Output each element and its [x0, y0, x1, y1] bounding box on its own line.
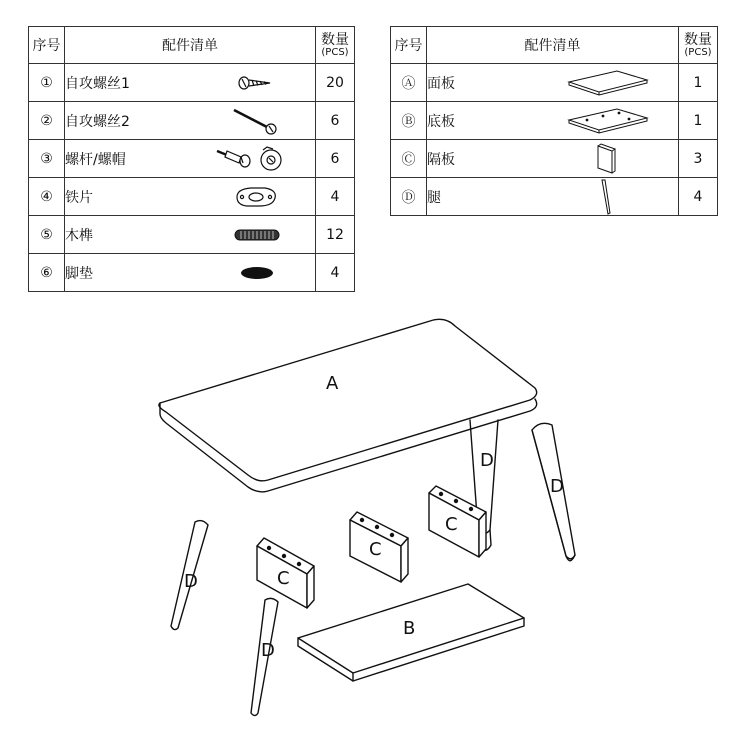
- table-row: [29, 64, 355, 102]
- divider-label: C: [277, 568, 290, 589]
- part-name-cell: [427, 178, 679, 216]
- row-number: Ⓓ: [391, 178, 427, 216]
- divider-panel-c-middle: [350, 512, 408, 582]
- row-number: Ⓒ: [391, 140, 427, 178]
- leg-label: D: [184, 571, 198, 592]
- part-name: 木榫: [65, 227, 93, 244]
- part-quantity: 4: [679, 178, 718, 216]
- table-row: [391, 102, 718, 140]
- part-name: 螺杆/螺帽: [65, 151, 126, 168]
- divider-label: C: [369, 539, 382, 560]
- part-name-cell: [65, 254, 316, 292]
- panel-parts-table: [390, 26, 718, 216]
- qty-header-label: 数量: [321, 31, 349, 48]
- row-number: Ⓐ: [391, 64, 427, 102]
- column-header-no: 序号: [391, 27, 427, 64]
- part-name: 自攻螺丝1: [65, 75, 130, 92]
- short-screw-icon: [237, 73, 277, 93]
- leg-back-left: [171, 521, 208, 630]
- part-name: 面板: [427, 75, 455, 92]
- leg-front-left: [251, 598, 278, 715]
- part-name-cell: [65, 102, 316, 140]
- leg-label: D: [480, 450, 494, 471]
- row-number: ⑥: [29, 254, 65, 292]
- column-header-no: 序号: [29, 27, 65, 64]
- bottom-panel-icon: [567, 106, 649, 136]
- row-number: ②: [29, 102, 65, 140]
- table-row: [29, 178, 355, 216]
- divider-panel-c-left: [257, 538, 314, 608]
- table-header-row: [391, 27, 718, 64]
- qty-unit-label: (PCS): [321, 46, 349, 58]
- top-panel-icon: [567, 68, 649, 98]
- column-header-name: 配件清单: [427, 27, 679, 64]
- part-quantity: 4: [316, 254, 355, 292]
- part-quantity: 12: [316, 216, 355, 254]
- row-number: ①: [29, 64, 65, 102]
- part-name: 底板: [427, 113, 455, 130]
- part-quantity: 1: [679, 102, 718, 140]
- foot-pad-icon: [239, 265, 275, 281]
- row-number: Ⓑ: [391, 102, 427, 140]
- table-row: [29, 140, 355, 178]
- part-name-cell: [65, 140, 316, 178]
- leg-icon: [599, 178, 613, 216]
- qty-header-label: 数量: [684, 31, 712, 48]
- part-name-cell: [65, 216, 316, 254]
- divider-panel-icon: [595, 142, 619, 176]
- part-name-cell: [427, 64, 679, 102]
- table-row: [391, 178, 718, 216]
- part-quantity: 20: [316, 64, 355, 102]
- long-screw-icon: [231, 107, 281, 135]
- column-header-qty: [316, 27, 355, 64]
- part-name-cell: [427, 140, 679, 178]
- leg-label: D: [550, 476, 564, 497]
- part-quantity: 3: [679, 140, 718, 178]
- part-name: 铁片: [65, 189, 93, 206]
- part-quantity: 1: [679, 64, 718, 102]
- part-name-cell: [427, 102, 679, 140]
- part-name: 自攻螺丝2: [65, 113, 130, 130]
- part-name: 腿: [427, 189, 441, 206]
- table-row: [29, 216, 355, 254]
- top-panel-label: A: [326, 373, 339, 394]
- part-name-cell: [65, 178, 316, 216]
- hardware-parts-table: [28, 26, 355, 292]
- divider-label: C: [445, 514, 458, 535]
- row-number: ③: [29, 140, 65, 178]
- qty-unit-label: (PCS): [684, 46, 712, 58]
- bolt-and-cam-nut-icon: [215, 143, 295, 175]
- column-header-qty: [679, 27, 718, 64]
- bottom-panel-label: B: [403, 618, 416, 639]
- row-number: ④: [29, 178, 65, 216]
- table-row: [391, 64, 718, 102]
- part-quantity: 6: [316, 140, 355, 178]
- part-quantity: 6: [316, 102, 355, 140]
- part-name-cell: [65, 64, 316, 102]
- row-number: ⑤: [29, 216, 65, 254]
- wood-dowel-icon: [233, 227, 281, 243]
- column-header-name: 配件清单: [65, 27, 316, 64]
- metal-plate-icon: [233, 185, 279, 209]
- part-name: 隔板: [427, 151, 455, 168]
- table-row: [29, 102, 355, 140]
- table-row: [391, 140, 718, 178]
- leg-front-right: [532, 423, 575, 560]
- leg-label: D: [261, 640, 275, 661]
- part-name: 脚垫: [65, 265, 93, 282]
- table-row: [29, 254, 355, 292]
- bottom-panel-b: [298, 584, 524, 681]
- table-header-row: [29, 27, 355, 64]
- part-quantity: 4: [316, 178, 355, 216]
